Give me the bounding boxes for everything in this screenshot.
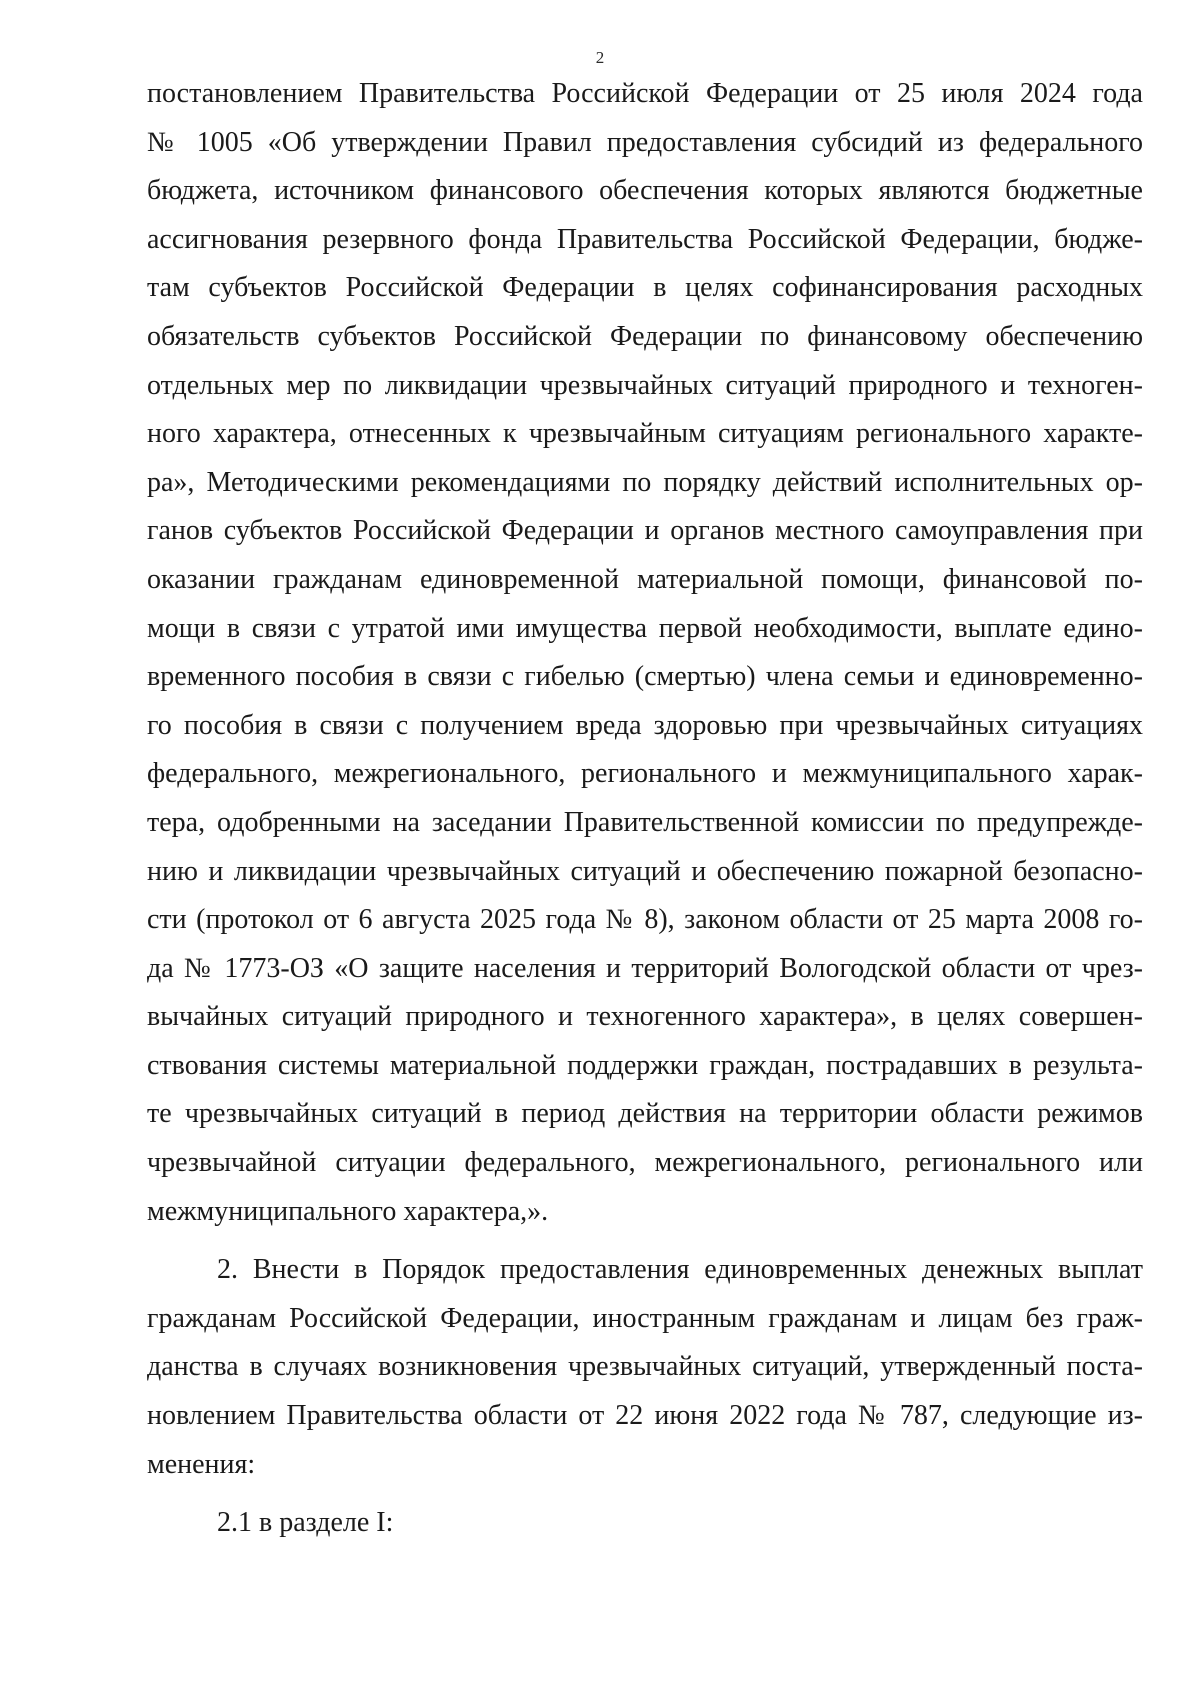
paragraph-continuation xyxy=(147,70,1143,1236)
text-line: вычайных ситуаций природного и техногенного характера», в целях совершен- xyxy=(147,1001,1143,1033)
text-line: менения: xyxy=(147,1448,256,1480)
text-line: ганов субъектов Российской Федерации и органов местного самоуправления при xyxy=(147,515,1143,547)
text-line: новлением Правительства области от 22 июня 2022 года № 787, следующие из- xyxy=(147,1400,1143,1432)
document-body xyxy=(147,70,1143,1548)
text-line: межмуниципального характера,». xyxy=(147,1195,549,1227)
text-line: обязательств субъектов Российской Федерации по финансовому обеспечению xyxy=(147,320,1143,352)
text-line: федерального, межрегионального, регионального и межмуниципального харак- xyxy=(147,758,1143,790)
page-number: 2 xyxy=(595,48,605,67)
text-line: бюджета, источником финансового обеспечения которых являются бюджетные xyxy=(147,175,1143,207)
text-line: да № 1773-ОЗ «О защите населения и территорий Вологодской области от чрез- xyxy=(147,952,1143,984)
text-line: отдельных мер по ликвидации чрезвычайных ситуаций природного и техноген- xyxy=(147,369,1143,401)
text-line: ного характера, отнесенных к чрезвычайным ситуациям регионального характе- xyxy=(147,418,1143,450)
text-line: 2. Внести в Порядок предоставления единовременных денежных выплат xyxy=(217,1254,1143,1286)
text-line: сти (протокол от 6 августа 2025 года № 8), законом области от 25 марта 2008 го- xyxy=(147,904,1143,936)
text-line: ассигнования резервного фонда Правительства Российской Федерации, бюдже- xyxy=(147,223,1143,255)
paragraph-item-2-1 xyxy=(147,1499,1143,1548)
text-line: ра», Методическими рекомендациями по порядку действий исполнительных ор- xyxy=(147,466,1143,498)
text-line: № 1005 «Об утверждении Правил предоставления субсидий из федерального xyxy=(147,126,1143,158)
text-line: временного пособия в связи с гибелью (смертью) члена семьи и единовременно- xyxy=(147,661,1143,693)
text-line: чрезвычайной ситуации федерального, межрегионального, регионального или xyxy=(147,1147,1143,1179)
text-line: постановлением Правительства Российской Федерации от 25 июля 2024 года xyxy=(147,78,1143,109)
text-line: 2.1 в разделе I: xyxy=(217,1507,394,1539)
text-line: мощи в связи с утратой ими имущества первой необходимости, выплате едино- xyxy=(147,612,1143,644)
text-line: оказании гражданам единовременной материальной помощи, финансовой по- xyxy=(147,563,1143,595)
text-line: нию и ликвидации чрезвычайных ситуаций и обеспечению пожарной безопасно- xyxy=(147,855,1143,887)
text-line: гражданам Российской Федерации, иностранным гражданам и лицам без граж- xyxy=(147,1302,1143,1334)
text-line: те чрезвычайных ситуаций в период действия на территории области режимов xyxy=(147,1098,1143,1130)
text-line: данства в случаях возникновения чрезвычайных ситуаций, утвержденный поста- xyxy=(147,1351,1143,1383)
text-line: ствования системы материальной поддержки граждан, пострадавших в результа- xyxy=(147,1049,1143,1081)
text-line: там субъектов Российской Федерации в целях софинансирования расходных xyxy=(147,272,1143,304)
text-line: тера, одобренными на заседании Правительственной комиссии по предупрежде- xyxy=(147,806,1143,838)
text-line: го пособия в связи с получением вреда здоровью при чрезвычайных ситуациях xyxy=(147,709,1143,741)
paragraph-item-2 xyxy=(147,1246,1143,1489)
